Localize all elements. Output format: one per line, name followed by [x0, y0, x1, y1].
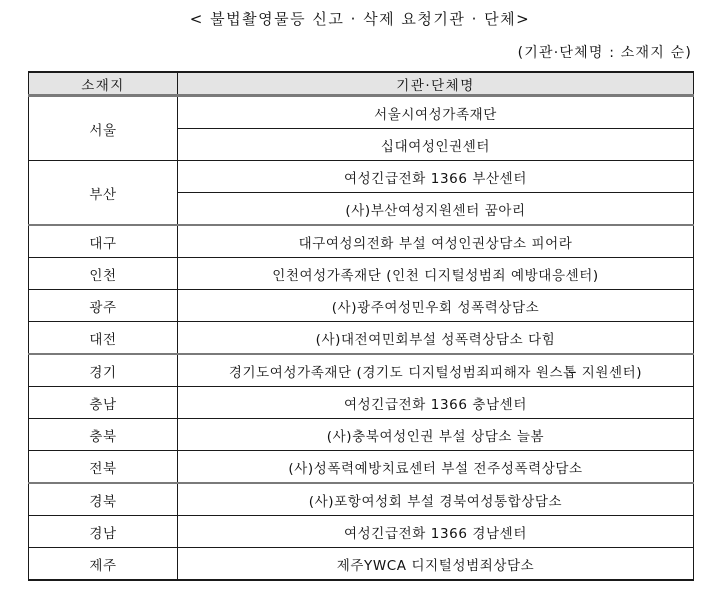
- organization-cell: (사)성폭력예방치료센터 부설 전주성폭력상담소: [178, 451, 694, 484]
- organization-cell: (사)대전여민회부설 성폭력상담소 다힘: [178, 322, 694, 355]
- region-cell: 경기: [29, 354, 178, 387]
- region-cell: 대구: [29, 225, 178, 258]
- table-row: [29, 322, 694, 355]
- organization-cell: 여성긴급전화 1366 충남센터: [178, 387, 694, 419]
- table-row: [29, 225, 694, 258]
- table-row: [29, 96, 694, 129]
- table-row: [29, 161, 694, 193]
- organization-cell: 대구여성의전화 부설 여성인권상담소 피어라: [178, 225, 694, 258]
- region-cell: 경남: [29, 516, 178, 548]
- organization-table: [28, 71, 694, 581]
- region-cell: 충북: [29, 419, 178, 451]
- region-cell: 충남: [29, 387, 178, 419]
- organization-cell: (사)광주여성민우회 성폭력상담소: [178, 290, 694, 322]
- organization-cell: (사)포항여성회 부설 경북여성통합상담소: [178, 483, 694, 516]
- document-title: < 불법촬영물등 신고 · 삭제 요청기관 · 단체>: [189, 10, 531, 28]
- region-cell: 경북: [29, 483, 178, 516]
- organization-cell: 여성긴급전화 1366 경남센터: [178, 516, 694, 548]
- region-cell: 서울: [29, 96, 178, 161]
- table-row: [29, 290, 694, 322]
- region-cell: 대전: [29, 322, 178, 355]
- region-cell: 부산: [29, 161, 178, 226]
- region-cell: 광주: [29, 290, 178, 322]
- table-row: [29, 419, 694, 451]
- table-row: [29, 483, 694, 516]
- organization-cell: (사)부산여성지원센터 꿈아리: [178, 193, 694, 226]
- organization-cell: 서울시여성가족재단: [178, 96, 694, 129]
- table-row: [29, 516, 694, 548]
- organization-cell: 여성긴급전화 1366 부산센터: [178, 161, 694, 193]
- organization-cell: 십대여성인권센터: [178, 129, 694, 161]
- column-header-organization: 기관·단체명: [178, 72, 694, 96]
- table-row: [29, 451, 694, 484]
- organization-cell: (사)충북여성인권 부설 상담소 늘봄: [178, 419, 694, 451]
- table-header-row: [29, 72, 694, 96]
- region-cell: 전북: [29, 451, 178, 484]
- column-header-region: 소재지: [29, 72, 178, 96]
- table-row: [29, 354, 694, 387]
- region-cell: 제주: [29, 548, 178, 581]
- table-row: [29, 387, 694, 419]
- sort-note: (기관·단체명 : 소재지 순): [517, 45, 692, 61]
- region-cell: 인천: [29, 258, 178, 290]
- table-row: [29, 258, 694, 290]
- organization-cell: 인천여성가족재단 (인천 디지털성범죄 예방대응센터): [178, 258, 694, 290]
- organization-cell: 제주YWCA 디지털성범죄상담소: [178, 548, 694, 581]
- organization-cell: 경기도여성가족재단 (경기도 디지털성범죄피해자 원스톱 지원센터): [178, 354, 694, 387]
- table-row: [29, 548, 694, 581]
